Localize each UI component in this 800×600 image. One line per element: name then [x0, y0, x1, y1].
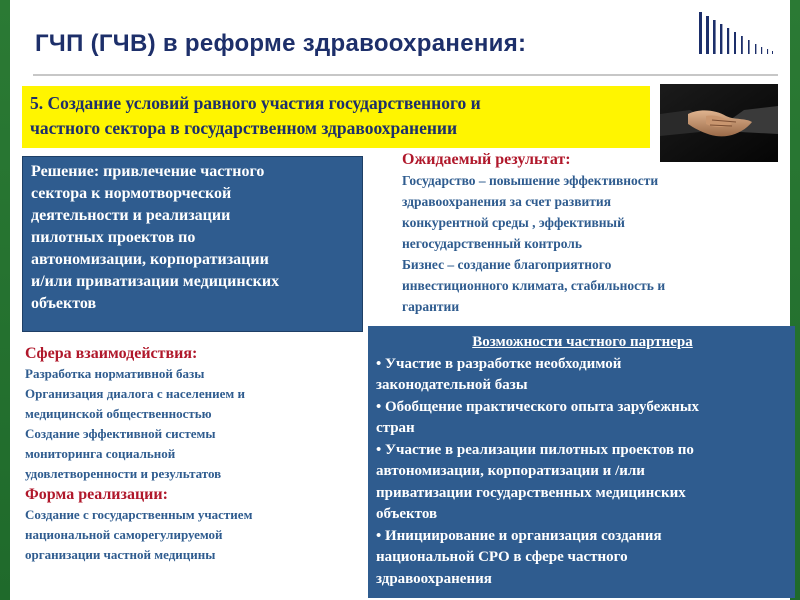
solution-line: объектов [31, 295, 97, 312]
partner-opportunity-line: • Инициирование и организация создания [376, 527, 662, 544]
solution-line: пилотных проектов по [31, 229, 196, 246]
expected-result-heading: Ожидаемый результат: [402, 151, 571, 168]
solution-panel [22, 156, 363, 332]
expected-result-line: Государство – повышение эффективности [402, 173, 659, 188]
solution-line: сектора к нормотворческой [31, 185, 232, 202]
page-title: ГЧП (ГЧВ) в реформе здравоохранения: [35, 30, 527, 57]
partner-opportunity-line: • Обобщение практического опыта зарубежных [376, 398, 700, 415]
partner-opportunities-panel [368, 326, 795, 598]
solution-line: деятельности и реализации [31, 207, 231, 224]
interaction-sphere-line: Создание эффективной системы [25, 426, 216, 441]
section-banner [22, 86, 650, 148]
implementation-form-line: Создание с государственным участием [25, 507, 253, 522]
solution-line: и/или приватизации медицинских [31, 273, 280, 290]
expected-result-line: здравоохранения за счет развития [402, 194, 611, 209]
left-green-frame [0, 0, 10, 600]
solution-line: Решение: привлечение частного [31, 163, 265, 180]
expected-result-block [402, 150, 787, 317]
banner-line: частного сектора в государственном здравоохранении [30, 118, 458, 138]
partner-opportunity-line: национальной СРО в сфере частного [376, 549, 628, 565]
implementation-form-heading: Форма реализации: [25, 486, 168, 503]
title-divider [33, 74, 778, 76]
partner-opportunity-line: приватизации государственных медицинских [376, 484, 686, 501]
interaction-sphere-line: Организация диалога с населением и [25, 386, 245, 401]
logo-bars-icon [697, 12, 782, 54]
partner-opportunity-line: объектов [376, 506, 438, 522]
interaction-sphere-heading: Сфера взаимодействия: [25, 345, 198, 362]
expected-result-line: Бизнес – создание благоприятного [402, 257, 612, 272]
expected-result-line: гарантии [402, 299, 460, 314]
interaction-sphere-line: удовлетворенности и результатов [25, 466, 222, 481]
interaction-sphere-line: Разработка нормативной базы [25, 366, 205, 381]
partner-opportunity-line: здравоохранения [376, 570, 492, 587]
expected-result-line: инвестиционного климата, стабильность и [402, 278, 666, 293]
interaction-sphere-line: мониторинга социальной [25, 446, 176, 461]
partner-opportunity-line: законодательной базы [376, 377, 528, 393]
partner-opportunity-line: стран [376, 420, 415, 436]
expected-result-line: негосударственный контроль [402, 236, 582, 251]
implementation-form-line: национальной саморегулируемой [25, 527, 223, 542]
solution-line: автономизации, корпоратизации [31, 251, 269, 268]
partner-opportunities-heading: Возможности частного партнера [472, 334, 693, 350]
partner-opportunity-line: • Участие в разработке необходимой [376, 355, 622, 372]
interaction-sphere-block [25, 343, 365, 565]
interaction-sphere-line: медицинской общественностью [25, 406, 212, 421]
implementation-form-line: организации частной медицины [25, 547, 216, 562]
expected-result-line: конкурентной среды , эффективный [402, 215, 625, 230]
partner-opportunity-line: автономизации, корпоратизации и /или [376, 463, 645, 479]
banner-line: 5. Создание условий равного участия государственного и [30, 93, 481, 113]
partner-opportunity-line: • Участие в реализации пилотных проектов по [376, 441, 694, 458]
